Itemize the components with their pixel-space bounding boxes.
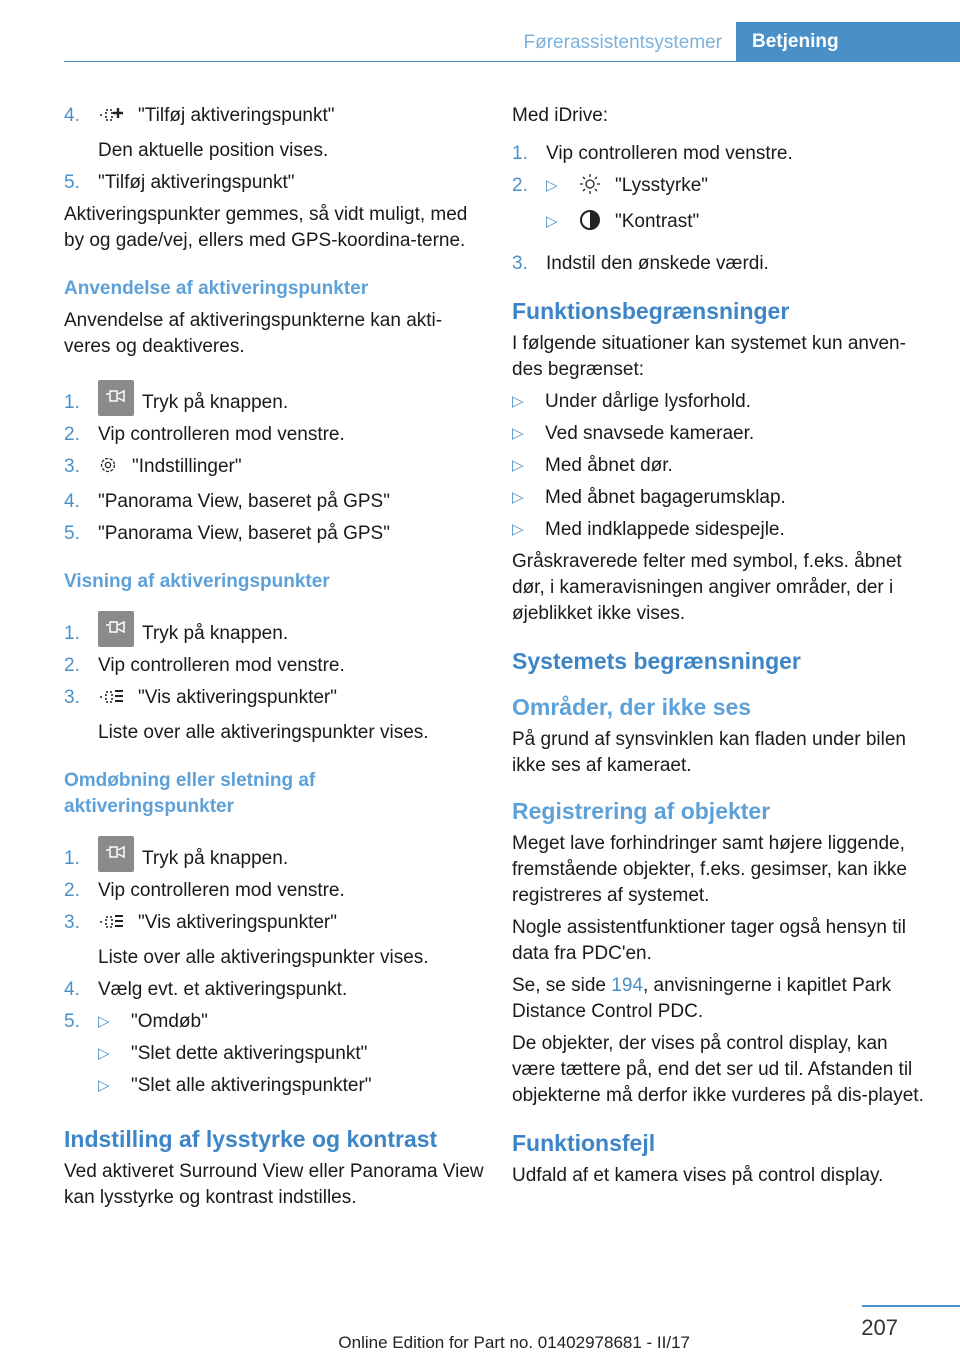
list-number: 4.	[64, 105, 80, 126]
paragraph: Anvendelse af aktiveringspunkterne kan akti-veres og deaktiveres.	[64, 310, 443, 357]
camera-button-icon	[98, 380, 134, 416]
left-column	[64, 103, 484, 1217]
list-number: 5.	[64, 172, 80, 193]
list-number: 3.	[64, 456, 80, 477]
list-item	[64, 521, 484, 547]
paragraph: De objekter, der vises på control display, kan være tættere på, end det ser ud til. Afstanden til objekterne må derfor ikke vurderes på dis-playet.	[512, 1033, 924, 1106]
text-fragment: Se, se side	[512, 975, 612, 996]
list-item	[64, 836, 484, 872]
triangle-bullet-icon: ▷	[512, 489, 524, 506]
bullet-item	[512, 421, 932, 447]
list-item	[64, 685, 484, 746]
list-text: Indstil den ønskede værdi.	[546, 253, 769, 274]
list-text: "Vis aktiveringspunkter"	[138, 912, 338, 933]
list-number: 5.	[64, 523, 80, 544]
list-text: Vip controlleren mod venstre.	[546, 143, 793, 164]
bullet-text: Ved snavsede kameraer.	[545, 423, 755, 444]
list-text: "Vis aktiveringspunkter"	[138, 687, 338, 708]
list-item	[64, 1009, 484, 1105]
list-number: 3.	[64, 912, 80, 933]
list-item	[64, 103, 484, 164]
bullet-item	[512, 389, 932, 415]
sub-item-text: "Slet dette aktiveringspunkt"	[131, 1043, 368, 1064]
bullet-text: Med åbnet bagagerumsklap.	[545, 487, 786, 508]
camera-button-icon	[98, 836, 134, 872]
list-item	[64, 653, 484, 679]
page-number: 207	[861, 1315, 898, 1340]
list-number: 1.	[64, 623, 80, 644]
page-link[interactable]: 194	[611, 975, 643, 996]
list-item	[64, 489, 484, 515]
sub-item	[98, 1009, 484, 1035]
list-text: Vip controlleren mod venstre.	[98, 424, 345, 445]
list-text: "Panorama View, baseret på GPS"	[98, 523, 390, 544]
list-number: 2.	[512, 175, 528, 196]
add-waypoint-icon	[98, 106, 124, 132]
list-item	[512, 141, 932, 167]
section-heading: Anvendelse af aktiveringspunkter	[64, 278, 369, 299]
sub-item-text: "Kontrast"	[615, 211, 700, 232]
list-text: Tryk på knappen.	[142, 848, 289, 869]
list-text: "Indstillinger"	[132, 456, 242, 477]
list-text: Vælg evt. et aktiveringspunkt.	[98, 979, 348, 1000]
paragraph: I følgende situationer kan systemet kun anven-des begrænset:	[512, 333, 906, 380]
section-heading: Omdøbning eller sletning af aktiveringspunkter	[64, 770, 316, 817]
section-heading: Indstilling af lysstyrke og kontrast	[64, 1126, 438, 1152]
section-heading: Visning af aktiveringspunkter	[64, 571, 330, 592]
sub-item-text: "Omdøb"	[131, 1011, 208, 1032]
list-item	[64, 878, 484, 904]
list-number: 1.	[512, 143, 528, 164]
subsection-heading: Områder, der ikke ses	[512, 694, 752, 720]
right-column	[512, 103, 932, 1195]
brightness-icon	[579, 173, 601, 203]
list-text: "Tilføj aktiveringspunkt"	[98, 172, 295, 193]
list-number: 1.	[64, 848, 80, 869]
edition-note: Online Edition for Part no. 01402978681 - II/17	[338, 1333, 690, 1352]
section-heading: Systemets begrænsninger	[512, 648, 801, 674]
bullet-item	[512, 485, 932, 511]
sub-item	[98, 1073, 484, 1099]
bullet-item	[512, 453, 932, 479]
list-text: Vip controlleren mod venstre.	[98, 880, 345, 901]
triangle-bullet-icon: ▷	[546, 177, 558, 194]
list-number: 2.	[64, 655, 80, 676]
triangle-bullet-icon: ▷	[98, 1045, 110, 1062]
triangle-bullet-icon: ▷	[546, 213, 558, 230]
list-continuation: Liste over alle aktiveringspunkter vises.	[98, 722, 429, 743]
list-number: 3.	[512, 253, 528, 274]
footer-rule	[862, 1305, 960, 1307]
paragraph: Med iDrive:	[512, 105, 609, 126]
paragraph: På grund af synsvinklen kan fladen under bilen ikke ses af kameraet.	[512, 729, 906, 776]
list-text: "Panorama View, baseret på GPS"	[98, 491, 390, 512]
triangle-bullet-icon: ▷	[512, 393, 524, 410]
header-rule	[64, 61, 960, 62]
section-heading: Funktionsbegrænsninger	[512, 298, 790, 324]
list-item	[64, 422, 484, 448]
list-item	[64, 910, 484, 971]
list-item	[512, 173, 932, 245]
triangle-bullet-icon: ▷	[512, 521, 524, 538]
list-number: 1.	[64, 392, 80, 413]
list-text: "Tilføj aktiveringspunkt"	[138, 105, 335, 126]
list-item	[64, 170, 484, 196]
list-number: 5.	[64, 1011, 80, 1032]
sub-item	[546, 209, 932, 239]
sub-item	[98, 1041, 484, 1067]
list-item	[64, 611, 484, 647]
list-number: 4.	[64, 491, 80, 512]
section-heading: Funktionsfejl	[512, 1130, 656, 1156]
text-fragment: , anvisningerne i kapitlet Park Distance Control PDC.	[512, 975, 892, 1022]
paragraph: Meget lave forhindringer samt højere liggende, fremstående objekter, f.eks. gesimser, kan ikke registreres af systemet.	[512, 833, 907, 906]
list-text: Vip controlleren mod venstre.	[98, 655, 345, 676]
list-number: 3.	[64, 687, 80, 708]
contrast-icon	[579, 209, 601, 239]
triangle-bullet-icon: ▷	[512, 425, 524, 442]
list-text: Tryk på knappen.	[142, 623, 289, 644]
header-section-title: Førerassistentsystemer	[523, 32, 722, 53]
triangle-bullet-icon: ▷	[512, 457, 524, 474]
subsection-heading: Registrering af objekter	[512, 798, 771, 824]
list-continuation: Den aktuelle position vises.	[98, 140, 329, 161]
list-number: 4.	[64, 979, 80, 1000]
list-item	[64, 977, 484, 1003]
paragraph: Udfald af et kamera vises på control display.	[512, 1165, 884, 1186]
paragraph: Gråskraverede felter med symbol, f.eks. åbnet dør, i kameravisningen angiver områder, der i øjeblikket ikke vises.	[512, 551, 902, 624]
waypoint-list-icon	[98, 688, 124, 714]
sub-item-text: "Slet alle aktiveringspunkter"	[131, 1075, 372, 1096]
bullet-text: Med indklappede sidespejle.	[545, 519, 785, 540]
bullet-text: Under dårlige lysforhold.	[545, 391, 751, 412]
header-chapter-tab: Betjening	[736, 22, 960, 62]
paragraph: Ved aktiveret Surround View eller Panorama View kan lysstyrke og kontrast indstilles.	[64, 1161, 484, 1208]
list-number: 2.	[64, 880, 80, 901]
camera-button-icon	[98, 611, 134, 647]
list-continuation: Liste over alle aktiveringspunkter vises.	[98, 947, 429, 968]
triangle-bullet-icon: ▷	[98, 1013, 110, 1030]
sub-item-text: "Lysstyrke"	[615, 175, 709, 196]
list-text: Tryk på knappen.	[142, 392, 289, 413]
gear-icon	[98, 455, 118, 483]
paragraph	[512, 973, 932, 1025]
paragraph: Aktiveringspunkter gemmes, så vidt muligt, med by og gade/vej, ellers med GPS-koordina-terne.	[64, 204, 468, 251]
paragraph: Nogle assistentfunktioner tager også hensyn til data fra PDC'en.	[512, 917, 906, 964]
bullet-text: Med åbnet dør.	[545, 455, 673, 476]
triangle-bullet-icon: ▷	[98, 1077, 110, 1094]
list-item	[64, 454, 484, 483]
sub-item	[546, 173, 932, 203]
list-item	[512, 251, 932, 277]
waypoint-list-icon	[98, 913, 124, 939]
list-number: 2.	[64, 424, 80, 445]
bullet-item	[512, 517, 932, 543]
list-item	[64, 380, 484, 416]
